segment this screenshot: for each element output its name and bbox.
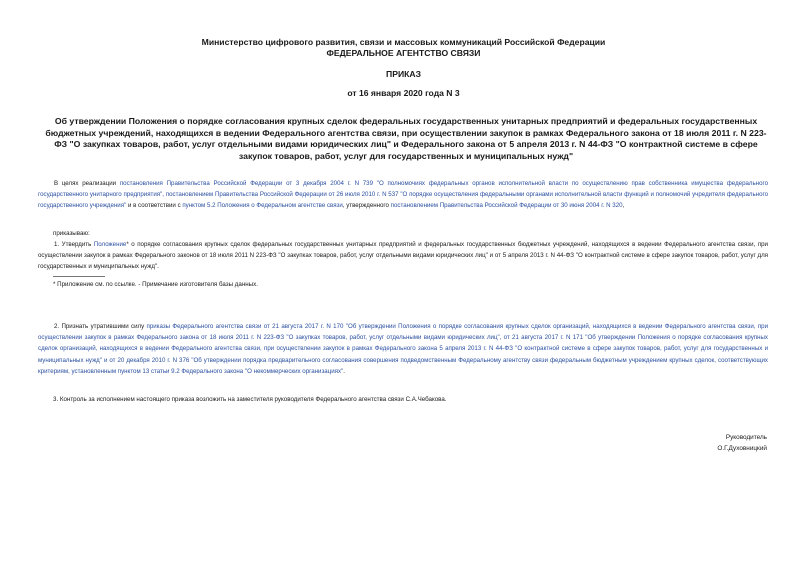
- item-2-paragraph: [38, 321, 768, 377]
- document-title: Об утверждении Положения о порядке согласования крупных сделок федеральных государственных унитарных предприятий и федеральных государственных бюджетных учреждений, находящихся в ведении Федерального агентства связи, при осуществлении закупок в рамках Федерального закона от 18 июля 2011 г. N 223-ФЗ "О закупках товаров, работ, услуг отдельными видами юридических лиц" и Федерального закона от 5 апреля 2013 г. N 44-ФЗ "О контрактной системе в сфере закупок товаров, работ, услуг для государственных и муниципальных нужд": [45, 116, 767, 161]
- signatory-name: О.Г.Духовницкий: [717, 445, 767, 452]
- preamble-text-4: ,: [622, 202, 625, 210]
- order-word: приказываю:: [53, 230, 90, 237]
- item-1-text-2: * о порядке согласования крупных сделок федеральных государственных унитарных предприятий и федеральных государственных бюджетных учреждений, находящихся в ведении Федерального агентства связи, при осуществлении закупок в рамках Федерального законов от 18 июля 2011 N 223-ФЗ "О закупках товаров, работ, услуг отдельными видами юридических лиц" и от 5 апреля 2013 г. N 44-ФЗ "О контрактной системе в сфере закупок товаров, работ, услуг для государственных и муниципальных нужд".: [38, 241, 768, 271]
- preamble-paragraph: [38, 178, 768, 212]
- item-1-text-1: 1. Утвердить: [54, 241, 94, 248]
- agency-regulation-link[interactable]: пунктом 5.2 Положения о Федеральном агентстве связи: [182, 202, 343, 210]
- preamble-text-3: , утвержденного: [342, 202, 391, 210]
- preamble-text-2: и в соответствии с: [126, 202, 183, 210]
- footnote: * Приложение см. по ссылке. - Примечание изготовителя базы данных.: [53, 281, 258, 288]
- government-decree-link[interactable]: постановления Правительства Российской Федерации от 3 декабря 2004 г. N 739 "О полномочиях федеральных органов исполнительной власти по осуществлению прав собственника имущества федерального государственного унитарного предприятия", постановлением Правительства Российской Федерации от 26 июля 2010 г. N 537 "О порядке осуществления федеральными органами исполнительной власти функций и полномочий учредителя федерального государственного учреждения": [38, 180, 769, 210]
- item-2-text-2: .: [343, 367, 345, 375]
- regulation-link[interactable]: Положение: [93, 241, 127, 248]
- document-date: от 16 января 2020 года N 3: [347, 88, 460, 98]
- item-3-paragraph: 3. Контроль за исполнением настоящего приказа возложить на заместителя руководителя Федерального агентства связи С.А.Чебакова.: [53, 396, 447, 403]
- preamble-text-1: В целях реализации: [54, 180, 120, 187]
- document-type: ПРИКАЗ: [386, 69, 421, 79]
- ministry-name: Министерство цифрового развития, связи и массовых коммуникаций Российской Федерации: [201, 37, 606, 47]
- signatory-role: Руководитель: [725, 434, 767, 441]
- item-2-text-1: 2. Признать утратившими силу: [54, 323, 147, 330]
- decree-320-link[interactable]: постановлением Правительства Российской Федерации от 30 июня 2004 г. N 320: [390, 202, 623, 210]
- item-1-paragraph: [38, 239, 768, 273]
- agency-name: ФЕДЕРАЛЬНОЕ АГЕНТСТВО СВЯЗИ: [326, 48, 481, 58]
- repealed-orders-link[interactable]: приказы Федерального агентства связи от 21 августа 2017 г. N 170 "Об утверждении Положения о порядке согласования крупных сделок организаций, находящихся в ведении Федерального агентства связи, при осуществлении закупок в рамках Федерального закона от 18 июля 2011 г. N 223-ФЗ "О закупках товаров, работ, услуг отдельными видами юридических лиц", от 21 августа 2017 г. N 171 "Об утверждении Положения о порядке согласования крупных сделок организаций, находящихся в ведении Федерального агентства связи, при осуществлении закупок в рамках Федерального закона 5 апреля 2013 г. N 44-ФЗ "О контрактной системе в сфере закупок товаров, работ, услуг для государственных и муниципальных нужд" и от 20 декабря 2010 г. N 376 "Об утверждении порядка предварительного согласования совершения подведомственным Федеральному агентству связи федеральным бюджетным учреждением крупных сделок, соответствующих критериям, установленным пунктом 13 статьи 9.2 Федерального закона "О некоммерческих организациях": [38, 323, 768, 375]
- footnote-divider: [53, 276, 105, 277]
